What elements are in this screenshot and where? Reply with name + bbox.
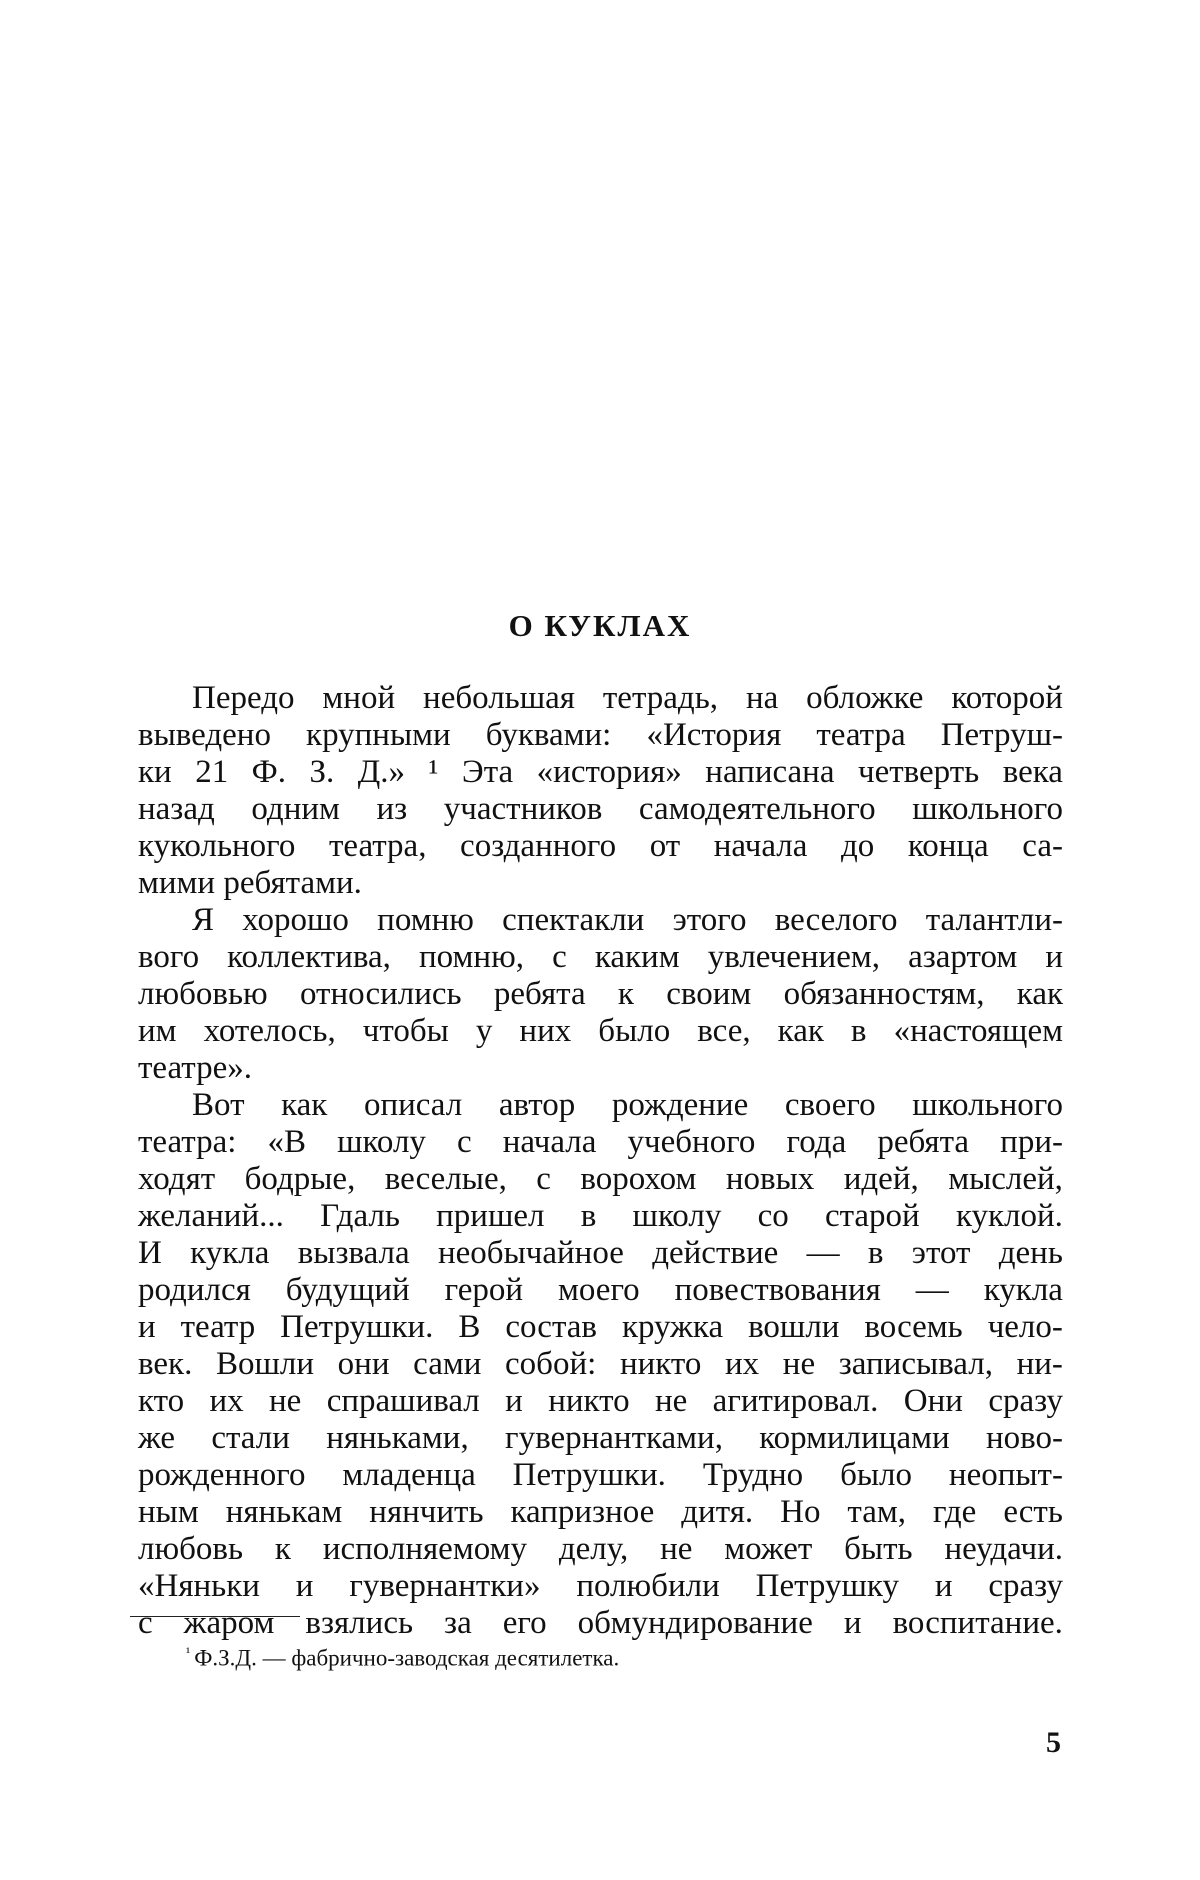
text-line (138, 828, 1063, 865)
word: с (138, 1605, 153, 1642)
word: кормилицами (759, 1420, 949, 1457)
word: его (503, 1605, 547, 1642)
word: любовь (138, 1531, 243, 1568)
word: школьного (912, 791, 1063, 828)
word: все, (697, 1013, 750, 1050)
word: Я (192, 902, 214, 939)
word: небольшая (423, 680, 575, 717)
word: из (376, 791, 407, 828)
word: Петрушку (756, 1568, 899, 1605)
word: записывал, (839, 1346, 993, 1383)
word: каким (595, 939, 680, 976)
word: и (138, 1309, 156, 1346)
word: З. (309, 754, 334, 791)
text-line: мими ребятами. (138, 865, 1063, 902)
text-line (138, 717, 1063, 754)
word: с (457, 1124, 472, 1161)
word: хорошо (242, 902, 349, 939)
word: там, (847, 1494, 906, 1531)
text-line (138, 1457, 1063, 1494)
word: век. (138, 1346, 192, 1383)
word: быть (844, 1531, 912, 1568)
word: буквами: (486, 717, 612, 754)
word: не (655, 1383, 687, 1420)
word: как (281, 1087, 327, 1124)
word: рождение (612, 1087, 748, 1124)
text-line: театре». (138, 1050, 1063, 1087)
word: обмундирование (578, 1605, 813, 1642)
word: есть (1003, 1494, 1063, 1531)
word: их (725, 1346, 759, 1383)
word: этот (912, 1235, 971, 1272)
word: Гдаль (320, 1198, 400, 1235)
text-line (138, 1087, 1063, 1124)
word: до (841, 828, 874, 865)
word: которой (951, 680, 1063, 717)
word: полюбили (576, 1568, 719, 1605)
word: мной (322, 680, 395, 717)
word: увлечением, (708, 939, 880, 976)
word: ново- (986, 1420, 1063, 1457)
word: не (783, 1346, 815, 1383)
text-line (138, 1309, 1063, 1346)
word: не (269, 1383, 301, 1420)
word: чтобы (363, 1013, 449, 1050)
word: сами (413, 1346, 481, 1383)
footnote-marker: ¹ (186, 1646, 190, 1661)
word: было (840, 1457, 912, 1494)
word: хотелось, (204, 1013, 336, 1050)
word: день (999, 1235, 1063, 1272)
word: кукольного (138, 828, 295, 865)
word: пришел (436, 1198, 544, 1235)
word: и (505, 1383, 523, 1420)
word: Ф. (252, 754, 286, 791)
word: коллектива, (227, 939, 391, 976)
chapter-title: О КУКЛАХ (0, 608, 1200, 644)
word: к (618, 976, 634, 1013)
word: и (1045, 939, 1063, 976)
word: конца (908, 828, 989, 865)
word: и (296, 1568, 314, 1605)
word: помню (377, 902, 474, 939)
word: кукла (190, 1235, 269, 1272)
word: к (275, 1531, 291, 1568)
word: с (536, 1161, 551, 1198)
word: сразу (988, 1383, 1063, 1420)
word: своим (666, 976, 751, 1013)
word: при- (1000, 1124, 1063, 1161)
word: школьного (912, 1087, 1063, 1124)
word: мыслей, (948, 1161, 1063, 1198)
word: этого (673, 902, 747, 939)
word: описал (364, 1087, 462, 1124)
word: спрашивал (327, 1383, 480, 1420)
word: года (787, 1124, 847, 1161)
footnote-text: Ф.З.Д. — фабрично-заводская десятилетка. (194, 1646, 619, 1671)
word: одним (251, 791, 340, 828)
word: младенца (342, 1457, 475, 1494)
word: никто (620, 1346, 701, 1383)
word: ребята (877, 1124, 969, 1161)
word: делу, (559, 1531, 628, 1568)
word: Но (780, 1494, 820, 1531)
word: театра (816, 717, 905, 754)
word: кто (138, 1383, 184, 1420)
word: автор (499, 1087, 575, 1124)
word: участников (444, 791, 603, 828)
word: вого (138, 939, 199, 976)
word: новых (726, 1161, 814, 1198)
word: любовью (138, 976, 268, 1013)
word: в (581, 1198, 597, 1235)
text-line (138, 902, 1063, 939)
word: на (746, 680, 778, 717)
text-line (138, 1383, 1063, 1420)
word: няньками, (326, 1420, 469, 1457)
word: герой (445, 1272, 523, 1309)
footnote-divider (130, 1616, 300, 1617)
word: взялись (305, 1605, 413, 1642)
word: может (724, 1531, 812, 1568)
word: нянькам (226, 1494, 343, 1531)
word: созданного (460, 828, 616, 865)
word: и (935, 1568, 953, 1605)
word: «настоящем (894, 1013, 1063, 1050)
text-line (138, 1420, 1063, 1457)
word: будущий (286, 1272, 410, 1309)
text-line (138, 1161, 1063, 1198)
word: где (933, 1494, 976, 1531)
word: нянчить (369, 1494, 483, 1531)
body-text (138, 680, 1063, 1642)
word: старой (825, 1198, 920, 1235)
word: Д.» (358, 754, 405, 791)
book-page (0, 0, 1200, 1880)
word: моего (558, 1272, 640, 1309)
text-line (138, 1605, 1063, 1642)
word: самодеятельного (639, 791, 876, 828)
word: веселого (775, 902, 898, 939)
word: куклой. (956, 1198, 1063, 1235)
word: тетрадь, (603, 680, 718, 717)
word: агитировал. (713, 1383, 879, 1420)
word: Вошли (216, 1346, 314, 1383)
text-line (138, 791, 1063, 828)
word: театра, (329, 828, 427, 865)
text-line (138, 1013, 1063, 1050)
word: са- (1022, 828, 1063, 865)
word: века (1003, 754, 1063, 791)
word: в (851, 1013, 867, 1050)
word: никто (548, 1383, 629, 1420)
word: гувернантками, (505, 1420, 723, 1457)
word: желаний... (138, 1198, 284, 1235)
word: как (778, 1013, 824, 1050)
text-line (138, 680, 1063, 717)
word: в (868, 1235, 884, 1272)
word: выведено (138, 717, 271, 754)
word: чело- (988, 1309, 1063, 1346)
word: им (138, 1013, 177, 1050)
word: сразу (988, 1568, 1063, 1605)
word: азартом (908, 939, 1017, 976)
word: Передо (192, 680, 294, 717)
word: капризное (510, 1494, 654, 1531)
word: ¹ (429, 754, 439, 791)
word: помню, (419, 939, 524, 976)
word: — (916, 1272, 949, 1309)
word: «История (646, 717, 781, 754)
text-line (138, 1494, 1063, 1531)
word: Трудно (703, 1457, 803, 1494)
word: «Няньки (138, 1568, 260, 1605)
word: школу (633, 1198, 722, 1235)
word: ребята (494, 976, 586, 1013)
word: жаром (184, 1605, 275, 1642)
word: Петруш- (941, 717, 1063, 754)
word: веселые, (385, 1161, 507, 1198)
word: театр (181, 1309, 256, 1346)
word: Петрушки. (280, 1309, 433, 1346)
word: 21 (195, 754, 228, 791)
text-line (138, 1198, 1063, 1235)
word: неудачи. (944, 1531, 1063, 1568)
word: бодрые, (245, 1161, 356, 1198)
page-number: 5 (1046, 1726, 1061, 1760)
word: ки (138, 754, 172, 791)
word: ни- (1017, 1346, 1063, 1383)
word: действие (652, 1235, 778, 1272)
word: школу (337, 1124, 426, 1161)
word: учебного (628, 1124, 756, 1161)
word: восемь (864, 1309, 962, 1346)
word: ворохом (580, 1161, 696, 1198)
word: дитя. (681, 1494, 753, 1531)
word: неопыт- (949, 1457, 1063, 1494)
word: театра: (138, 1124, 236, 1161)
text-line (138, 754, 1063, 791)
word: не (660, 1531, 692, 1568)
text-line (138, 976, 1063, 1013)
word: вызвала (298, 1235, 410, 1272)
word: обложке (806, 680, 923, 717)
word: четверть (858, 754, 979, 791)
word: с (552, 939, 567, 976)
word: Вот (192, 1087, 245, 1124)
word: они (338, 1346, 390, 1383)
footnote (186, 1640, 619, 1673)
word: кукла (984, 1272, 1063, 1309)
text-line (138, 1235, 1063, 1272)
word: И (138, 1235, 162, 1272)
word: начала (714, 828, 808, 865)
word: гувернантки» (349, 1568, 540, 1605)
word: ным (138, 1494, 199, 1531)
text-line (138, 1124, 1063, 1161)
word: назад (138, 791, 215, 828)
word: родился (138, 1272, 251, 1309)
word: — (807, 1235, 840, 1272)
word: от (650, 828, 681, 865)
word: ходят (138, 1161, 215, 1198)
word: необычайное (438, 1235, 624, 1272)
word: них (519, 1013, 571, 1050)
word: вошли (748, 1309, 839, 1346)
word: как (1017, 976, 1063, 1013)
text-line (138, 1531, 1063, 1568)
word: у (476, 1013, 493, 1050)
word: спектакли (502, 902, 644, 939)
word: Петрушки. (513, 1457, 666, 1494)
word: «история» (537, 754, 682, 791)
word: повествования (675, 1272, 881, 1309)
word: воспитание. (893, 1605, 1063, 1642)
word: стали (211, 1420, 290, 1457)
word: начала (503, 1124, 597, 1161)
word: написана (705, 754, 834, 791)
text-line (138, 1346, 1063, 1383)
word: своего (785, 1087, 876, 1124)
word: обязанностям, (784, 976, 985, 1013)
word: за (444, 1605, 472, 1642)
text-line (138, 939, 1063, 976)
word: их (209, 1383, 243, 1420)
word: было (598, 1013, 670, 1050)
word: Эта (462, 754, 513, 791)
text-line (138, 1272, 1063, 1309)
word: В (458, 1309, 480, 1346)
word: собой: (505, 1346, 596, 1383)
word: кружка (622, 1309, 723, 1346)
word: относились (300, 976, 462, 1013)
word: талантли- (926, 902, 1063, 939)
word: «В (268, 1124, 307, 1161)
word: крупными (306, 717, 451, 754)
word: Они (904, 1383, 963, 1420)
word: исполняемому (323, 1531, 527, 1568)
word: рожденного (138, 1457, 305, 1494)
word: со (758, 1198, 789, 1235)
word: состав (505, 1309, 597, 1346)
text-line (138, 1568, 1063, 1605)
word: идей, (844, 1161, 919, 1198)
word: же (138, 1420, 175, 1457)
word: и (844, 1605, 862, 1642)
